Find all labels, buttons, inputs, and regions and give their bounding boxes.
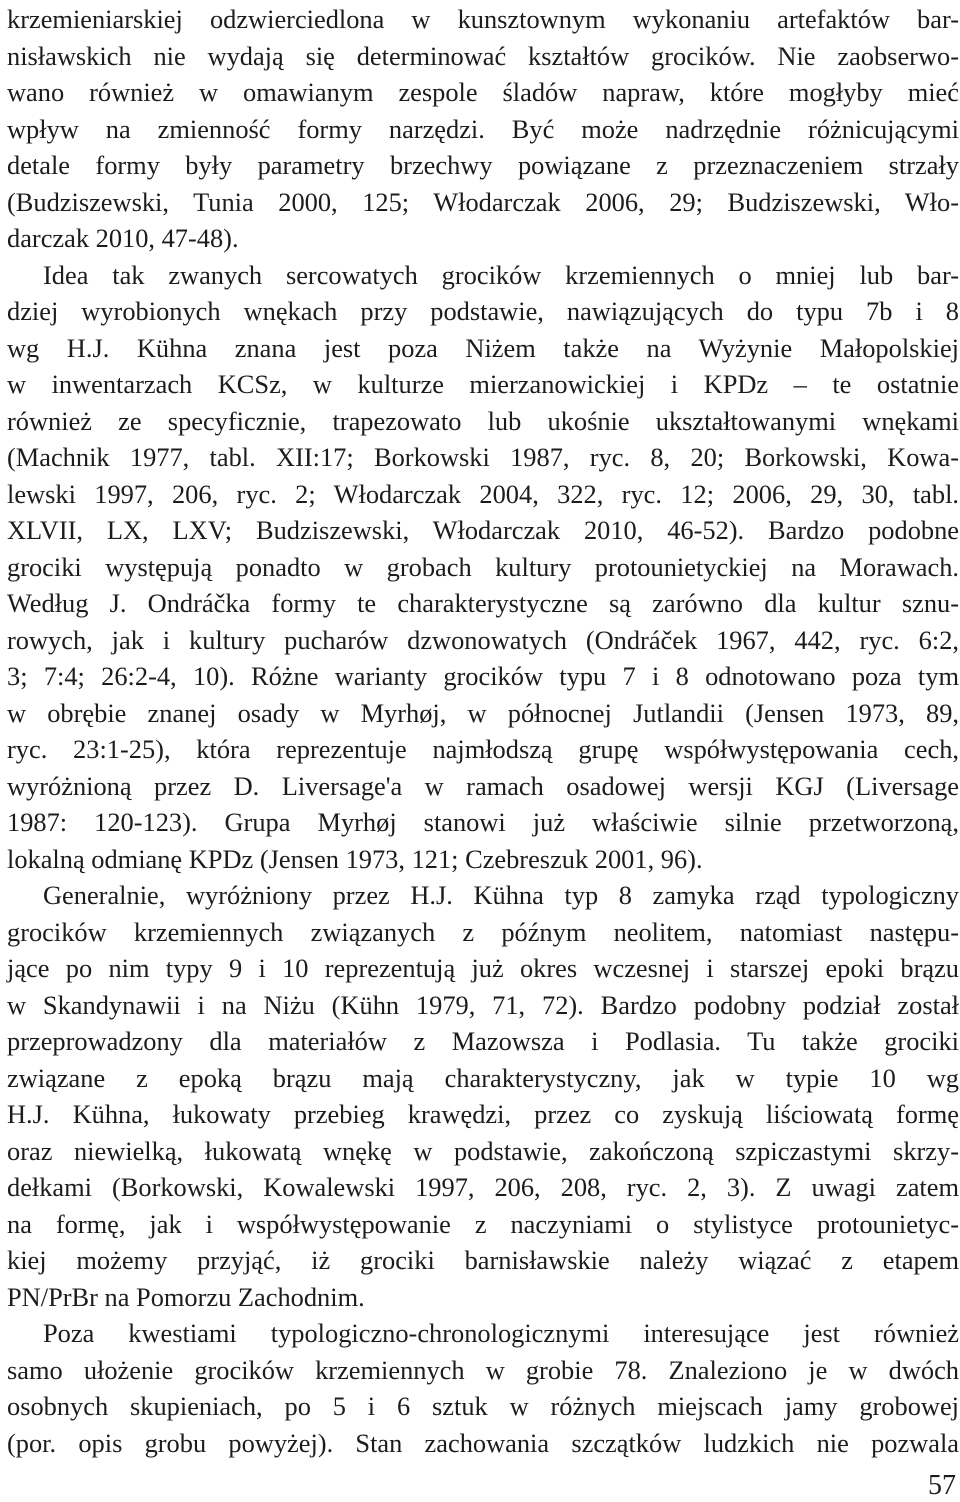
- text-line: Poza kwestiami typologiczno-chronologicznymi interesujące jest również: [43, 1318, 959, 1348]
- text-line: osobnych skupieniach, po 5 i 6 sztuk w różnych miejscach jamy grobowej: [7, 1391, 959, 1421]
- text-line: wpływ na zmienność formy narzędzi. Być może nadrzędnie różnicującymi: [7, 113, 959, 144]
- text-line: PN/PrBr na Pomorzu Zachodnim.: [7, 1281, 365, 1312]
- text-line: (Machnik 1977, tabl. XII:17; Borkowski 1987, ryc. 8, 20; Borkowski, Kowa-: [7, 442, 959, 472]
- text-line: w Skandynawii i na Niżu (Kühn 1979, 71, 72). Bardzo podobny podział został: [7, 989, 959, 1020]
- text-line: 3; 7:4; 26:2-4, 10). Różne warianty grocików typu 7 i 8 odnotowano poza tym: [7, 661, 959, 691]
- text-line: wg H.J. Kühna znana jest poza Niżem także na Wyżynie Małopolskiej: [7, 332, 959, 363]
- text-line: dełkami (Borkowski, Kowalewski 1997, 206, 208, ryc. 2, 3). Z uwagi zatem: [7, 1172, 959, 1202]
- text-line: dziej wyrobionych wnękach przy podstawie, nawiązujących do typu 7b i 8: [7, 296, 959, 326]
- text-line: Idea tak zwanych sercowatych grocików krzemiennych o mniej lub bar-: [43, 259, 959, 290]
- text-line: H.J. Kühna, łukowaty przebieg krawędzi, przez co zyskują liściowatą formę: [7, 1099, 959, 1129]
- text-line: również ze specyficznie, trapezowato lub ukośnie ukształtowanymi wnękami: [7, 405, 959, 436]
- body-text: [7, 1, 959, 1461]
- text-line: w obrębie znanej osady w Myrhøj, w północnej Jutlandii (Jensen 1973, 89,: [7, 697, 959, 728]
- text-line: (Budziszewski, Tunia 2000, 125; Włodarczak 2006, 29; Budziszewski, Wło-: [7, 186, 959, 217]
- text-line: związane z epoką brązu mają charakterystyczny, jak w typie 10 wg: [7, 1062, 959, 1093]
- text-line: przeprowadzony dla materiałów z Mazowsza i Podlasia. Tu także grociki: [7, 1026, 959, 1056]
- text-line: grocików krzemiennych związanych z późnym neolitem, natomiast następu-: [7, 916, 959, 947]
- text-line: grociki występują ponadto w grobach kultury protounietyckiej na Morawach.: [7, 551, 959, 582]
- text-line: jące po nim typy 9 i 10 reprezentują już okres wczesnej i starszej epoki brązu: [7, 953, 959, 983]
- text-line: wano również w omawianym zespole śladów napraw, które mogłyby mieć: [7, 77, 959, 107]
- text-line: darczak 2010, 47-48).: [7, 223, 239, 253]
- text-line: ryc. 23:1-25), która reprezentuje najmłodszą grupę współwystępowania cech,: [7, 734, 959, 764]
- text-line: XLVII, LX, LXV; Budziszewski, Włodarczak 2010, 46-52). Bardzo podobne: [7, 515, 959, 545]
- text-line: kiej możemy przyjąć, iż grociki barnisławskie należy wiązać z etapem: [7, 1245, 959, 1275]
- text-line: (por. opis grobu powyżej). Stan zachowania szczątków ludzkich nie pozwala: [7, 1427, 959, 1458]
- text-line: w inwentarzach KCSz, w kulturze mierzanowickiej i KPDz – te ostatnie: [7, 369, 959, 399]
- text-line: Generalnie, wyróżniony przez H.J. Kühna typ 8 zamyka rząd typologiczny: [43, 880, 959, 910]
- text-line: samo ułożenie grocików krzemiennych w grobie 78. Znaleziono je w dwóch: [7, 1354, 959, 1385]
- text-line: lokalną odmianę KPDz (Jensen 1973, 121; Czebreszuk 2001, 96).: [7, 843, 703, 874]
- text-line: krzemieniarskiej odzwierciedlona w kunsztownym wykonaniu artefaktów bar-: [7, 4, 959, 34]
- text-line: lewski 1997, 206, ryc. 2; Włodarczak 2004, 322, ryc. 12; 2006, 29, 30, tabl.: [7, 478, 959, 509]
- text-line: 1987: 120-123). Grupa Myrhøj stanowi już właściwie silnie przetworzoną,: [7, 807, 959, 837]
- text-line: na formę, jak i współwystępowanie z naczyniami o stylistyce protounietyc-: [7, 1208, 959, 1239]
- text-line: Według J. Ondráčka formy te charakterystyczne są zarówno dla kultur sznu-: [7, 588, 959, 618]
- text-line: wyróżnioną przez D. Liversage'a w ramach osadowej wersji KGJ (Liversage: [7, 770, 959, 801]
- text-line: rowych, jak i kultury pucharów dzwonowatych (Ondráček 1967, 442, ryc. 6:2,: [7, 624, 959, 655]
- text-line: detale formy były parametry brzechwy powiązane z przeznaczeniem strzały: [7, 150, 959, 180]
- page-number: 57: [928, 1470, 956, 1501]
- text-line: nisławskich nie wydają się determinować kształtów grocików. Nie zaobserwo-: [7, 40, 959, 71]
- text-line: oraz niewielką, łukowatą wnękę w podstawie, zakończoną szpiczastymi skrzy-: [7, 1135, 959, 1166]
